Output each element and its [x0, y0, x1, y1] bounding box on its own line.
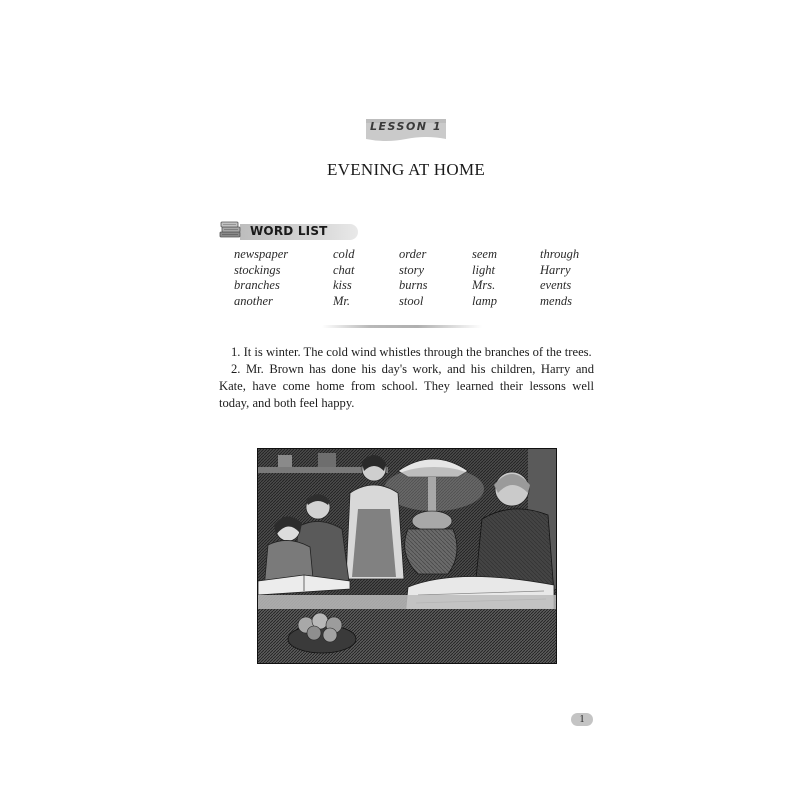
word-item: burns — [399, 278, 428, 293]
word-list-grid — [234, 247, 620, 309]
word-item: Mrs. — [472, 278, 496, 293]
word-item: another — [234, 293, 273, 308]
word-item: through — [540, 247, 580, 261]
word-list-heading: WORD LIST — [250, 224, 328, 238]
engraving-image — [258, 449, 556, 663]
word-item: stockings — [234, 262, 281, 277]
page-number: 1 — [579, 714, 585, 725]
lesson-label: LESSON 1 — [369, 120, 443, 133]
page-number-badge — [571, 713, 593, 726]
family-evening-illustration — [257, 448, 557, 664]
lesson-text — [219, 344, 594, 412]
word-item: mends — [540, 293, 572, 308]
word-item: order — [399, 247, 427, 261]
word-item: cold — [333, 247, 355, 261]
word-item: branches — [234, 278, 280, 293]
word-item: seem — [472, 247, 497, 261]
word-item: lamp — [472, 293, 497, 308]
word-item: chat — [333, 262, 355, 277]
section-divider — [322, 325, 482, 328]
paragraph-1: 1. It is winter. The cold wind whistles through the branches of the trees. — [231, 345, 592, 359]
word-item: stool — [399, 293, 424, 308]
word-item: events — [540, 278, 572, 293]
lesson-tab — [364, 117, 448, 143]
books-icon — [218, 218, 244, 240]
paragraph-2: 2. Mr. Brown has done his day's work, and his children, Harry and Kate, have come home from school. They learned their lessons well today, and both feel happy. — [219, 362, 594, 410]
word-item: Mr. — [333, 293, 351, 308]
word-item: story — [399, 262, 424, 277]
word-list-header — [218, 218, 358, 244]
word-item: light — [472, 262, 495, 277]
word-item: Harry — [540, 262, 571, 277]
page-title: EVENING AT HOME — [326, 160, 486, 179]
word-item: newspaper — [234, 247, 289, 261]
word-item: kiss — [333, 278, 352, 293]
